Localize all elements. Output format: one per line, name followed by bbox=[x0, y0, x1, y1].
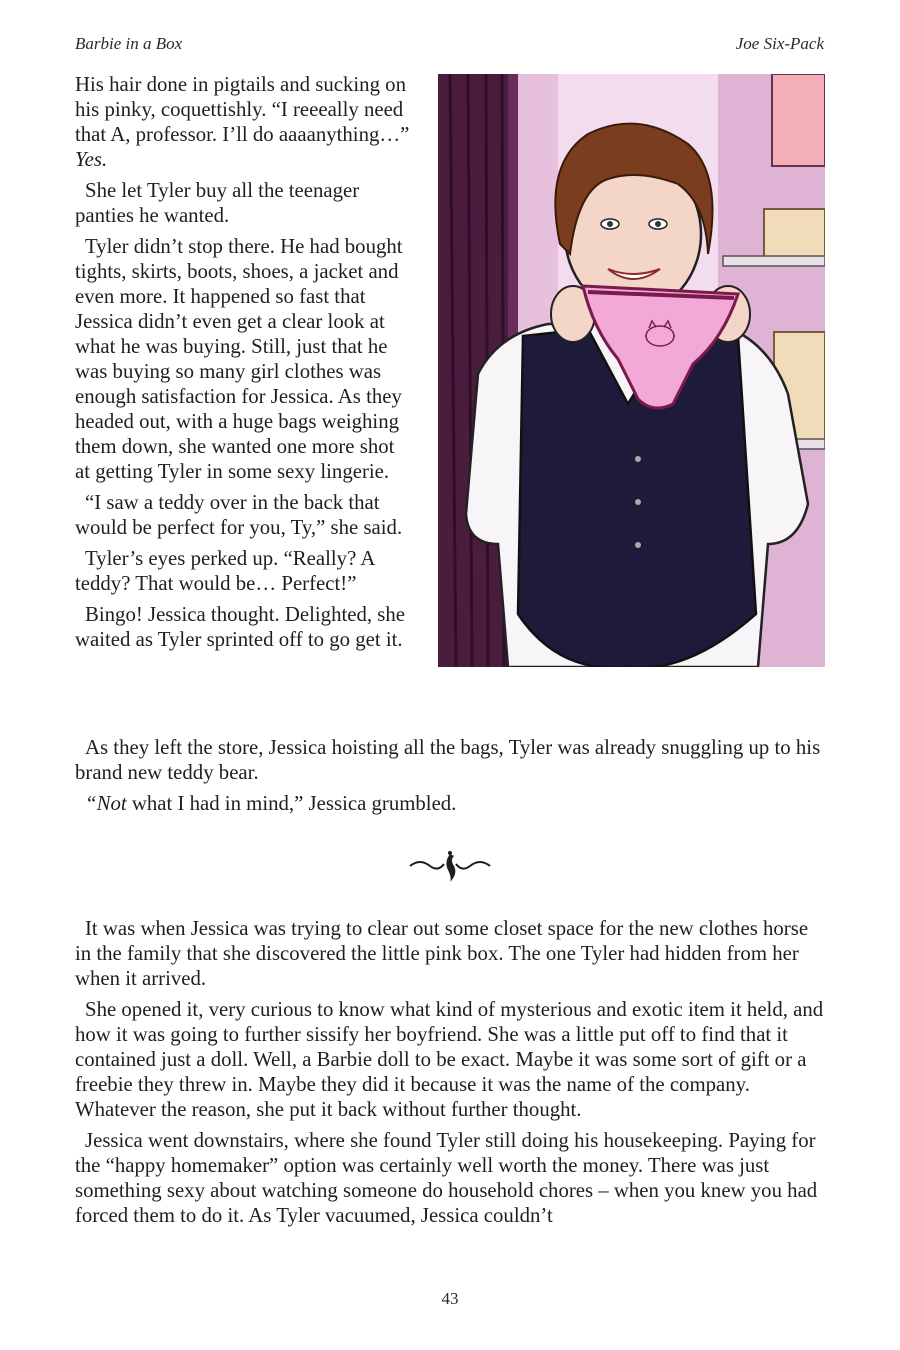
paragraph: She let Tyler buy all the teenager panties he wanted. bbox=[75, 179, 360, 227]
paragraph-text: what I had in mind,” Jessica grumbled. bbox=[126, 792, 457, 815]
book-title: Barbie in a Box bbox=[75, 34, 183, 53]
illustration-man-holding-panties bbox=[438, 74, 825, 667]
page-number: 43 bbox=[441, 1289, 459, 1308]
paragraph: It was when Jessica was trying to clear out some closet space for the new clothes horse in the family that she discovered the little pink box. The one Tyler had hidden from her when it arrived. bbox=[75, 917, 809, 990]
paragraph: Tyler didn’t stop there. He had bought tights, skirts, boots, shoes, a jacket and even more. It happened so fast that Jessica didn’t even get a clear look at what he was buying. Still, just that he was buying so many girl clothes was enough satisfaction for Jessica. As they headed out, with a huge bags weighing them down, she wanted one more shot at getting Tyler in some sexy lingerie. bbox=[75, 235, 403, 483]
paragraph-text: His hair done in pigtails and sucking on his pinky, coquettishly. “I reeeally need that A, professor. I’ll do aaaanything…” bbox=[75, 73, 410, 146]
paragraph: Jessica went downstairs, where she found Tyler still doing his housekeeping. Paying for the “happy homemaker” option was certainly well worth the money. There was just something sexy about watching someone do household chores – when you knew you had forced them to do it. As Tyler vacuumed, Jessica couldn’t bbox=[75, 1129, 818, 1227]
paragraph bbox=[75, 791, 825, 816]
paragraph: Bingo! Jessica thought. Delighted, she waited as Tyler sprinted off to go get it. bbox=[75, 603, 405, 651]
paragraph bbox=[75, 72, 410, 172]
paragraph: As they left the store, Jessica hoisting all the bags, Tyler was already snuggling up to his brand new teddy bear. bbox=[75, 736, 821, 784]
section-a-text bbox=[75, 735, 825, 822]
paragraph: Tyler’s eyes perked up. “Really? A teddy? That would be… Perfect!” bbox=[75, 547, 375, 595]
section-b-text bbox=[75, 916, 825, 1234]
paragraph: She opened it, very curious to know what kind of mysterious and exotic item it held, and how it was going to further sissify her boyfriend. She was a little put off to find that it contained just a doll. Well, a Barbie doll to be exact. Maybe it was some sort of gift or a freebie they threw in. Maybe they did it because it was the name of the company. Whatever the reason, she put it back without further thought. bbox=[75, 998, 824, 1121]
running-header bbox=[75, 34, 824, 58]
emphasis-text: Yes. bbox=[75, 148, 108, 171]
left-text-column bbox=[75, 72, 410, 658]
author-name: Joe Six-Pack bbox=[735, 34, 824, 53]
emphasis-text: “Not bbox=[85, 792, 127, 815]
scroll-ornament-icon bbox=[400, 848, 500, 884]
paragraph: “I saw a teddy over in the back that would be perfect for you, Ty,” she said. bbox=[75, 491, 403, 539]
